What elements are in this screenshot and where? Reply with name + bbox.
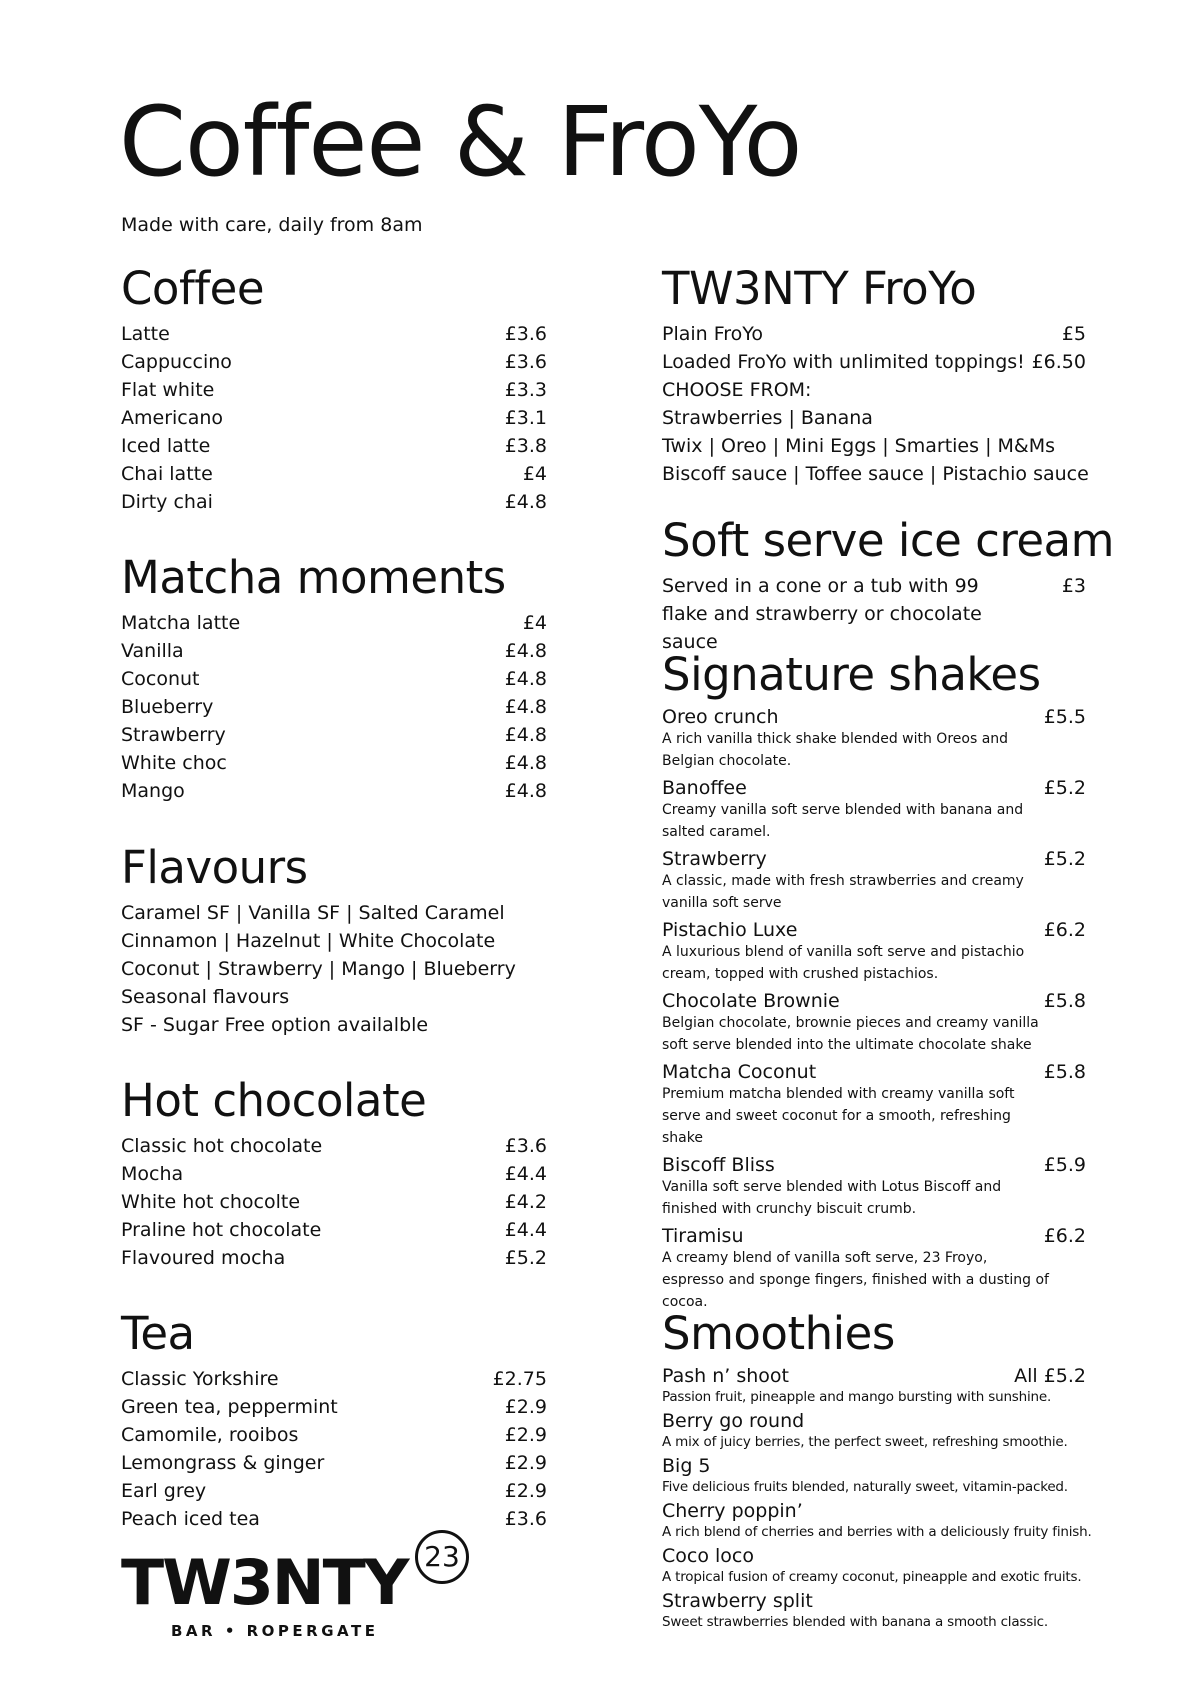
menu-item — [121, 721, 547, 749]
item-description: A rich vanilla thick shake blended with Oreos and Belgian chocolate. — [662, 731, 1009, 769]
section-heading: Signature shakes — [662, 648, 1041, 701]
section-heading: Matcha moments — [121, 551, 506, 604]
smoothie-item — [662, 1410, 1086, 1452]
toppings-heading: CHOOSE FROM: — [662, 379, 812, 401]
smoothie-item — [662, 1590, 1086, 1632]
item-name: Matcha latte — [121, 612, 241, 634]
item-price: £4.2 — [504, 1191, 547, 1213]
menu-item — [121, 1132, 547, 1160]
flavour-note: SF - Sugar Free option availalble — [121, 1014, 429, 1036]
smoothie-item — [662, 1455, 1086, 1497]
item-name: Blueberry — [121, 696, 214, 718]
item-name: Loaded FroYo with unlimited toppings! — [662, 351, 1025, 373]
coffee-list — [121, 320, 547, 516]
menu-item — [121, 460, 547, 488]
item-price: £4.8 — [504, 780, 547, 802]
item-name: Coconut — [121, 668, 200, 690]
logo-subtitle: BAR • ROPERGATE — [171, 1622, 379, 1640]
menu-item — [662, 572, 1086, 656]
menu-item — [121, 1505, 547, 1533]
item-name: Flavoured mocha — [121, 1247, 286, 1269]
menu-item — [121, 693, 547, 721]
hot-chocolate-list — [121, 1132, 547, 1272]
item-name: Lemongrass & ginger — [121, 1452, 325, 1474]
item-name: Matcha Coconut — [662, 1061, 817, 1083]
smoothie-item — [662, 1365, 1086, 1407]
menu-item — [121, 404, 547, 432]
menu-item — [121, 1421, 547, 1449]
shakes-list — [662, 706, 1086, 1313]
menu-item — [121, 609, 547, 637]
menu-item — [121, 749, 547, 777]
matcha-section — [121, 551, 547, 805]
item-price: £2.9 — [504, 1452, 547, 1474]
item-name: Pash n’ shoot — [662, 1365, 789, 1387]
item-name: Iced latte — [121, 435, 211, 457]
item-price: £3.8 — [504, 435, 547, 457]
shakes-section — [662, 648, 1086, 1318]
item-description: Premium matcha blended with creamy vanilla soft serve and sweet coconut for a smooth, refreshing shake — [662, 1086, 1015, 1146]
venue-logo — [121, 1540, 481, 1648]
menu-item — [121, 777, 547, 805]
flavour-line: Coconut | Strawberry | Mango | Blueberry — [121, 958, 516, 980]
tea-section — [121, 1307, 547, 1533]
item-name: Praline hot chocolate — [121, 1219, 322, 1241]
logo-badge: 23 — [415, 1530, 469, 1584]
shake-item — [662, 1225, 1086, 1313]
item-name: Classic Yorkshire — [121, 1368, 279, 1390]
shake-item — [662, 990, 1086, 1056]
item-price: £3.6 — [504, 323, 547, 345]
smoothies-price: All £5.2 — [1014, 1365, 1086, 1387]
item-price: £5.8 — [1043, 990, 1086, 1012]
froyo-section — [662, 262, 1089, 488]
item-price: £4.8 — [504, 640, 547, 662]
item-name: Peach iced tea — [121, 1508, 260, 1530]
item-price: £2.9 — [504, 1424, 547, 1446]
flavour-line: Cinnamon | Hazelnut | White Chocolate — [121, 930, 496, 952]
hot-chocolate-section — [121, 1074, 547, 1272]
item-price: £3.6 — [504, 351, 547, 373]
flavour-line: Caramel SF | Vanilla SF | Salted Caramel — [121, 902, 505, 924]
menu-item — [121, 665, 547, 693]
menu-item — [121, 1160, 547, 1188]
shake-item — [662, 848, 1086, 914]
item-price: £5.2 — [1043, 777, 1086, 799]
item-description: A mix of juicy berries, the perfect sweet, refreshing smoothie. — [662, 1434, 1068, 1450]
item-price: £3.6 — [504, 1508, 547, 1530]
item-name: Cappuccino — [121, 351, 232, 373]
menu-item — [121, 1477, 547, 1505]
item-name: Cherry poppin’ — [662, 1500, 803, 1522]
item-description: Vanilla soft serve blended with Lotus Biscoff and finished with crunchy biscuit crumb. — [662, 1179, 1002, 1217]
item-price: £3.1 — [504, 407, 547, 429]
item-price: £5.2 — [1043, 848, 1086, 870]
item-price: £4.8 — [504, 724, 547, 746]
item-name: Tiramisu — [662, 1225, 744, 1247]
item-price: £6.50 — [1031, 351, 1086, 373]
matcha-list — [121, 609, 547, 805]
item-price: £5.5 — [1043, 706, 1086, 728]
menu-item — [121, 1449, 547, 1477]
item-price: £4.8 — [504, 491, 547, 513]
smoothies-list — [662, 1365, 1092, 1632]
item-name: Strawberry — [121, 724, 226, 746]
item-price: £5.9 — [1043, 1154, 1086, 1176]
item-name: White choc — [121, 752, 227, 774]
item-name: Classic hot chocolate — [121, 1135, 323, 1157]
item-price: £2.75 — [492, 1368, 547, 1390]
item-name: Green tea, peppermint — [121, 1396, 338, 1418]
item-description: Belgian chocolate, brownie pieces and creamy vanilla soft serve blended into the ultimate chocolate shake — [662, 1015, 1039, 1053]
froyo-list — [662, 320, 1089, 488]
item-name: Berry go round — [662, 1410, 805, 1432]
menu-item — [121, 637, 547, 665]
menu-item — [121, 1365, 547, 1393]
item-price: £5.2 — [504, 1247, 547, 1269]
shake-item — [662, 777, 1086, 843]
item-name: Flat white — [121, 379, 215, 401]
item-description: A tropical fusion of creamy coconut, pineapple and exotic fruits. — [662, 1569, 1082, 1585]
item-description: Five delicious fruits blended, naturally sweet, vitamin-packed. — [662, 1479, 1068, 1495]
page-title: Coffee & FroYo — [119, 86, 802, 198]
item-name: Latte — [121, 323, 170, 345]
tea-list — [121, 1365, 547, 1533]
shake-item — [662, 1061, 1086, 1149]
tagline: Made with care, daily from 8am — [121, 214, 423, 236]
item-price: £3.6 — [504, 1135, 547, 1157]
smoothie-item — [662, 1500, 1092, 1542]
section-heading: TW3NTY FroYo — [662, 262, 977, 315]
menu-item — [121, 488, 547, 516]
item-description: A classic, made with fresh strawberries and creamy vanilla soft serve — [662, 873, 1024, 911]
item-name: Mango — [121, 780, 185, 802]
item-price: £6.2 — [1043, 919, 1086, 941]
menu-item — [121, 376, 547, 404]
item-price: £6.2 — [1043, 1225, 1086, 1247]
item-name: Americano — [121, 407, 224, 429]
item-price: £4 — [522, 612, 547, 634]
item-price: £4 — [522, 463, 547, 485]
toppings-line: Biscoff sauce | Toffee sauce | Pistachio sauce — [662, 463, 1089, 485]
item-description: Served in a cone or a tub with 99 flake and strawberry or chocolate sauce — [662, 575, 982, 653]
flavour-line: Seasonal flavours — [121, 986, 290, 1008]
item-name: Strawberry split — [662, 1590, 813, 1612]
item-name: Chocolate Brownie — [662, 990, 840, 1012]
menu-item — [662, 320, 1086, 348]
menu-item — [121, 348, 547, 376]
menu-item — [662, 348, 1086, 376]
flavours-list — [121, 899, 547, 1039]
toppings-line: Strawberries | Banana — [662, 407, 873, 429]
item-price: £3 — [1061, 575, 1086, 597]
item-name: Chai latte — [121, 463, 213, 485]
item-price: £4.8 — [504, 696, 547, 718]
coffee-section — [121, 262, 547, 516]
item-description: Sweet strawberries blended with banana a smooth classic. — [662, 1614, 1048, 1630]
toppings-line: Twix | Oreo | Mini Eggs | Smarties | M&Ms — [662, 435, 1056, 457]
item-description: A creamy blend of vanilla soft serve, 23 Froyo, espresso and sponge fingers, finished with a dusting of cocoa. — [662, 1250, 1049, 1310]
item-price: £2.9 — [504, 1396, 547, 1418]
item-name: Pistachio Luxe — [662, 919, 798, 941]
item-description: Passion fruit, pineapple and mango bursting with sunshine. — [662, 1389, 1052, 1405]
smoothie-item — [662, 1545, 1086, 1587]
item-price: £2.9 — [504, 1480, 547, 1502]
item-name: White hot chocolte — [121, 1191, 301, 1213]
soft-serve-section — [662, 514, 1114, 656]
item-name: Mocha — [121, 1163, 184, 1185]
smoothies-section — [662, 1307, 1092, 1635]
item-name: Oreo crunch — [662, 706, 779, 728]
section-heading: Flavours — [121, 841, 308, 894]
logo-wordmark: TW3NTY — [121, 1546, 408, 1619]
item-price: £4.4 — [504, 1163, 547, 1185]
flavours-section — [121, 841, 547, 1039]
item-price: £5.8 — [1043, 1061, 1086, 1083]
item-description: Creamy vanilla soft serve blended with banana and salted caramel. — [662, 802, 1024, 840]
menu-item — [121, 432, 547, 460]
item-name: Big 5 — [662, 1455, 711, 1477]
item-name: Earl grey — [121, 1480, 207, 1502]
menu-item — [121, 1216, 547, 1244]
item-price: £4.8 — [504, 668, 547, 690]
menu-item — [121, 1393, 547, 1421]
item-name: Vanilla — [121, 640, 184, 662]
section-heading: Smoothies — [662, 1307, 895, 1360]
item-name: Coco loco — [662, 1545, 754, 1567]
section-heading: Hot chocolate — [121, 1074, 427, 1127]
item-name: Strawberry — [662, 848, 767, 870]
item-name: Dirty chai — [121, 491, 213, 513]
section-heading: Soft serve ice cream — [662, 514, 1114, 567]
section-heading: Tea — [121, 1307, 195, 1360]
menu-item — [121, 1244, 547, 1272]
item-name: Biscoff Bliss — [662, 1154, 775, 1176]
shake-item — [662, 1154, 1086, 1220]
item-name: Banoffee — [662, 777, 747, 799]
item-name: Camomile, rooibos — [121, 1424, 299, 1446]
menu-item — [121, 1188, 547, 1216]
menu-item — [121, 320, 547, 348]
item-price: £4.4 — [504, 1219, 547, 1241]
item-description: A luxurious blend of vanilla soft serve and pistachio cream, topped with crushed pistachios. — [662, 944, 1025, 982]
item-price: £5 — [1061, 323, 1086, 345]
item-price: £4.8 — [504, 752, 547, 774]
section-heading: Coffee — [121, 262, 265, 315]
shake-item — [662, 706, 1086, 772]
shake-item — [662, 919, 1086, 985]
item-name: Plain FroYo — [662, 323, 764, 345]
item-price: £3.3 — [504, 379, 547, 401]
item-description: A rich blend of cherries and berries with a deliciously fruity finish. — [662, 1524, 1092, 1540]
